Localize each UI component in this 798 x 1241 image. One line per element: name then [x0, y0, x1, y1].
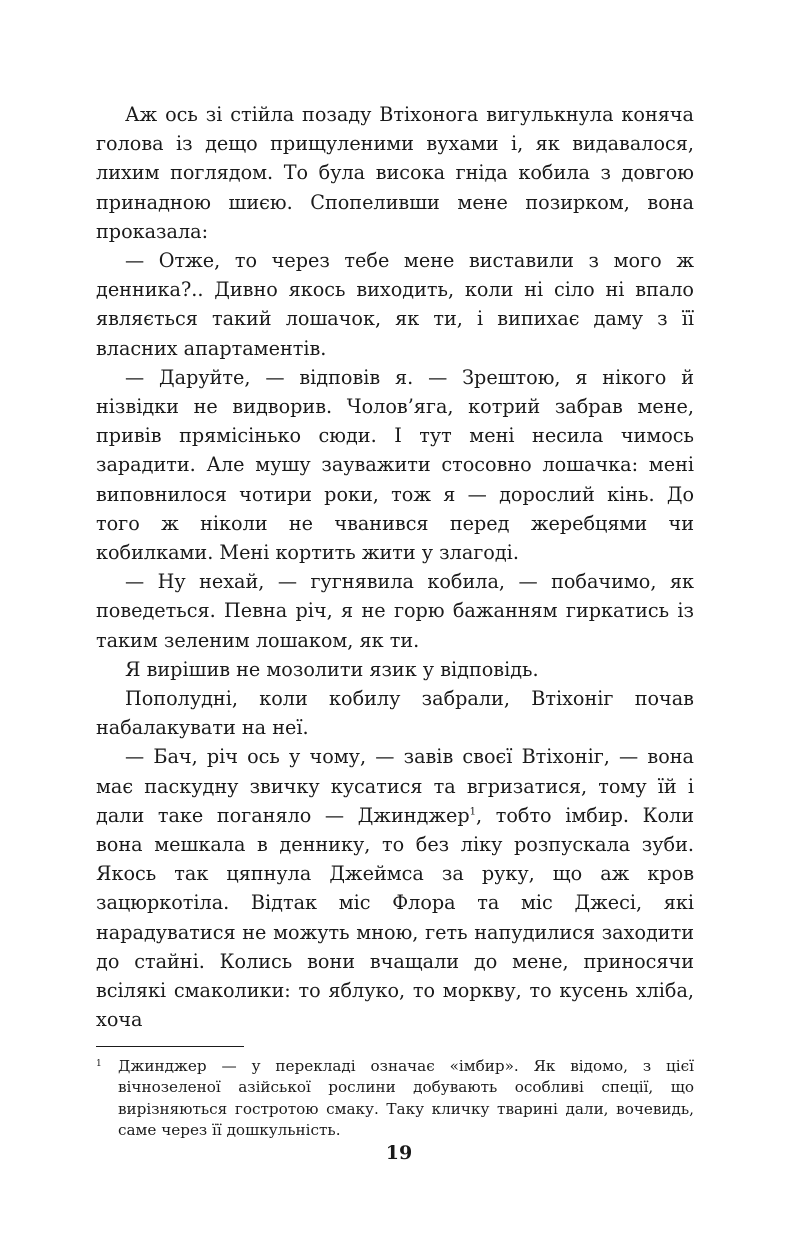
paragraph: — Отже, то через тебе мене виставили з мого ж денника?.. Дивно якось виходить, коли ні сіло ні впало являється такий лошачок, як ти, і випихає даму з її власних апартаментів.	[96, 249, 694, 360]
paragraph: Аж ось зі стійла позаду Втіхонога вигулькнула коняча голова із дещо прищуленими вухами і, як видавалося, лихим поглядом. То була висока гніда кобила з довгою принадною шиєю. Спопеливши мене позирком, вона проказала:	[96, 103, 694, 243]
paragraph-text-after: , тобто імбир. Коли вона мешкала в деннику, то без ліку розпускала зуби. Якось так цяпнула Джеймса за руку, що аж кров зацюркотіла. Відтак міс Флора та міс Джесі, які нарадуватися не можуть мною, геть напудилися заходити до стайні. Колись вони вчащали до мене, приносячи всілякі смаколики: то яблуко, то моркву, то кусень хліба, хоча	[96, 803, 694, 1032]
paragraph-text-before: — Бач, річ ось у чому, — завів своєї Втіхоніг, — вона має паскудну звичку кусатися та вгризатися, тому їй і дали таке поганяло — Джинджер	[96, 745, 694, 827]
paragraph-with-footnote-ref	[96, 742, 694, 1034]
body-text	[96, 100, 694, 1035]
footnote-number: 1	[96, 1058, 102, 1069]
page-number: 19	[385, 1142, 413, 1164]
paragraph: Пополудні, коли кобилу забрали, Втіхоніг почав набалакувати на неї.	[96, 687, 694, 740]
page-content	[96, 100, 694, 1142]
footnote	[96, 1056, 694, 1142]
footnote-divider	[96, 1046, 244, 1047]
footnote-text: Джинджер — у перекладі означає «імбир». Як відомо, з цієї вічнозеленої азійської рослини добувають особливі спеції, що вирізняються гостротою смаку. Таку кличку тварині дали, вочевидь, саме через її дошкульність.	[118, 1056, 694, 1139]
footnotes	[96, 1056, 694, 1142]
paragraph: Я вирішив не мозолити язик у відповідь.	[125, 657, 539, 681]
paragraph: — Даруйте, — відповів я. — Зрештою, я нікого й нізвідки не видворив. Чолов’яга, котрий забрав мене, привів прямісінько сюди. І тут мені несила чимось зарадити. Але мушу зауважити стосовно лошачка: мені виповнилося чотири роки, тож я — дорослий кінь. До того ж ніколи не чванився перед жеребцями чи кобилками. Мені кортить жити у злагоді.	[96, 365, 694, 565]
paragraph: — Ну нехай, — гугнявила кобила, — побачимо, як поведеться. Певна річ, я не горю бажанням гиркатись із таким зеленим лошаком, як ти.	[96, 570, 694, 652]
footnote-reference: 1	[469, 806, 477, 818]
